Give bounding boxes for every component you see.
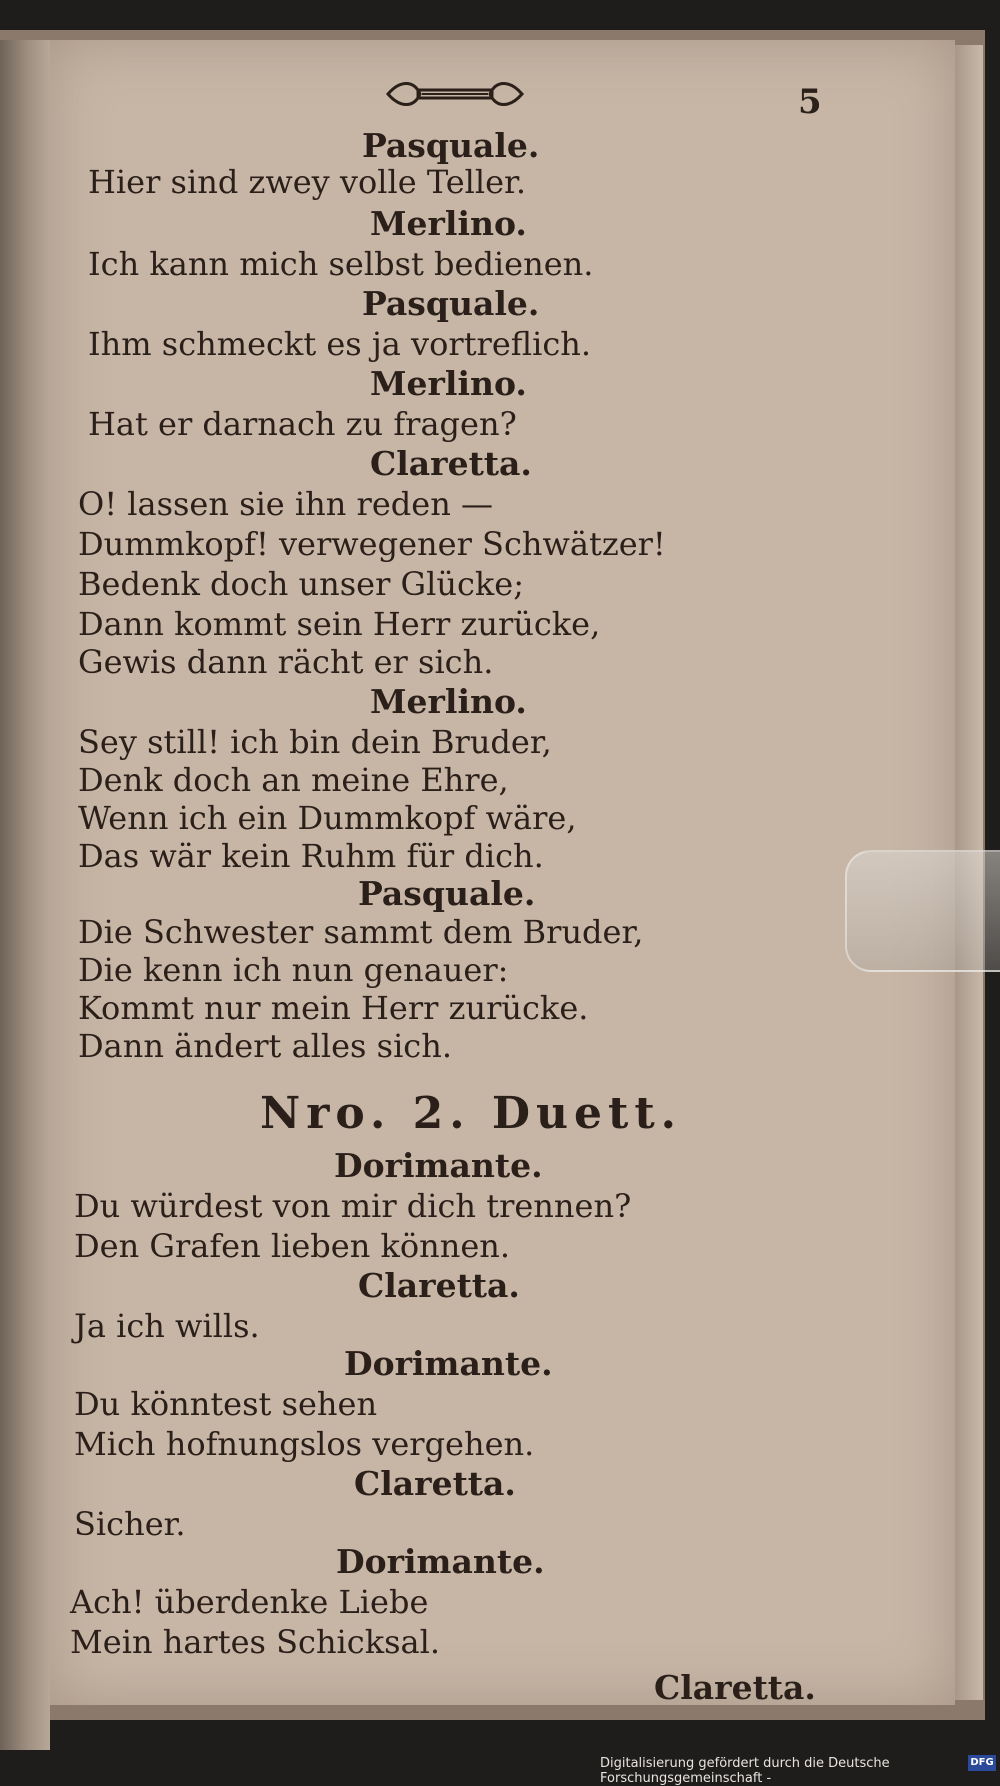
catchword: Claretta. [654,1668,816,1707]
text-line: Kommt nur mein Herr zurücke. [78,989,589,1027]
text-line: Mich hofnungslos vergehen. [74,1425,535,1463]
page-number: 5 [798,82,822,122]
speaker-label: Merlino. [370,204,527,243]
text-line: Bedenk doch unser Glücke; [78,565,524,603]
text-line: Dann ändert alles sich. [78,1027,452,1065]
text-line: Dummkopf! verwegener Schwätzer! [78,525,666,563]
speaker-label: Dorimante. [336,1542,545,1581]
dfg-logo: DFG [968,1755,996,1771]
speaker-label: Merlino. [370,364,527,403]
speaker-label: Pasquale. [358,874,536,913]
speaker-label: Dorimante. [334,1146,543,1185]
text-line: Das wär kein Ruhm für dich. [78,837,544,875]
text-line: Du würdest von mir dich trennen? [74,1187,632,1225]
speaker-label: Claretta. [358,1266,520,1305]
left-page-edge [0,40,50,1750]
text-line: Ihm schmeckt es ja vortreflich. [88,325,592,363]
text-line: Den Grafen lieben können. [74,1227,511,1265]
ornament-icon [380,76,530,112]
text-line: Ich kann mich selbst bedienen. [88,245,594,283]
text-line: Dann kommt sein Herr zurücke, [78,605,601,643]
speaker-label: Pasquale. [362,126,540,165]
text-line: Sey still! ich bin dein Bruder, [78,723,552,761]
section-heading: Nro. 2. Duett. [260,1088,682,1139]
text-line: Hat er darnach zu fragen? [88,405,517,443]
text-line: Gewis dann rächt er sich. [78,643,494,681]
page-clip [845,850,1000,972]
speaker-label: Claretta. [354,1464,516,1503]
speaker-label: Claretta. [370,444,532,483]
text-line: Ach! überdenke Liebe [70,1583,429,1621]
text-line: Ja ich wills. [74,1307,260,1345]
footer-credit: Digitalisierung gefördert durch die Deutsche Forschungsgemeinschaft - [600,1756,890,1786]
text-line: Sicher. [74,1505,186,1543]
speaker-label: Dorimante. [344,1344,553,1383]
text-line: Denk doch an meine Ehre, [78,761,509,799]
text-line: Die Schwester sammt dem Bruder, [78,913,644,951]
text-line: Du könntest sehen [74,1385,378,1423]
text-line: Die kenn ich nun genauer: [78,951,509,989]
speaker-label: Pasquale. [362,284,540,323]
text-line: Wenn ich ein Dummkopf wäre, [78,799,577,837]
text-line: O! lassen sie ihn reden — [78,485,493,523]
text-line: Mein hartes Schicksal. [70,1623,440,1661]
text-line: Hier sind zwey volle Teller. [88,163,526,201]
speaker-label: Merlino. [370,682,527,721]
